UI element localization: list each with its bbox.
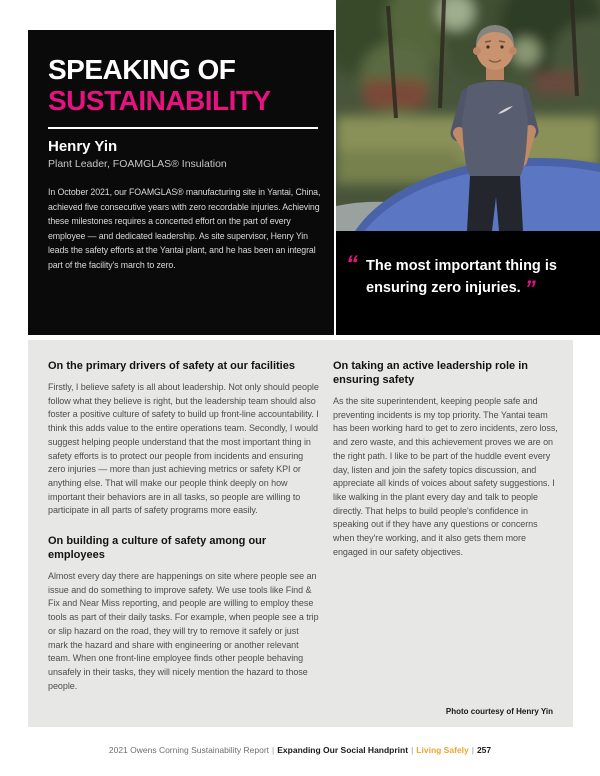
pull-quote [336, 231, 600, 335]
section-body-primary-drivers: Firstly, I believe safety is all about leadership. Not only should people follow what they believe is right, but the leadership team should also foster a positive culture of safety to build up front-line accountability. I think this adds value to the entire operations team. Secondly, I would suggest helping people understand that the most important thing in safety efforts is to protect our people from incidents and ensuring zero injuries — more than just achieving metrics or safety KPI or anything else. That will make our people think deeply on how important their behaviors are in all tasks, so people are willing to participate in all parts of safety programs more easily. [48, 382, 319, 516]
header-panel [28, 30, 334, 335]
title-line-1: SPEAKING OF [48, 54, 236, 85]
footer-report-title: 2021 Owens Corning Sustainability Report [108, 745, 270, 755]
section-body-culture: Almost every day there are happenings on site where people see an issue and do something to improve safety. We use tools like Find & Fix and Near Miss reporting, and people are willing to employ these tools as part of their daily tasks. For example, when people see a trip or slip hazard on the road, they will try to remove it safely or just mark the hazard and share with engineering or another relevant team. When one front-line employee finds other people behaving unsafely in their tasks, they will nicely mention the hazard to those people. [48, 571, 319, 691]
quote-body: The most important thing is ensuring zero injuries. [366, 258, 557, 296]
footer-separator: | [411, 745, 414, 755]
photo-henry-yin-jogging [336, 0, 600, 231]
column-left [48, 359, 320, 693]
content-card [28, 340, 573, 727]
footer-separator: | [471, 745, 474, 755]
person-name: Henry Yin [48, 138, 118, 155]
section-body-leadership: As the site superintendent, keeping people safe and preventing incidents is my top priority. The Yantai team has been working hard to get to zero incidents, zero loss, and zero waste, and this achievement proves we are on the right path. I like to be part of the huddle event every day, listen and join the safety topics discussion, and appreciate all kinds of voices about safety suggestions. I like walking in the plant every day and talk to people directly. That helps to build people's confidence in speaking out if they have any questions or concerns when they're working, and it also gets them more engaged in our safety objectives. [333, 396, 558, 557]
page-title [48, 54, 318, 116]
footer-section: Expanding Our Social Handprint [277, 745, 409, 755]
photo-illustration [336, 0, 600, 231]
section-heading-culture: On building a culture of safety among our employees [48, 535, 267, 562]
section-heading-primary-drivers: On the primary drivers of safety at our facilities [48, 360, 295, 372]
column-right [333, 359, 559, 559]
pull-quote-text [366, 255, 578, 299]
close-quote-mark: ” [524, 276, 536, 301]
section-heading-leadership: On taking an active leadership role in ensuring safety [333, 360, 529, 386]
page-footer [0, 745, 600, 755]
footer-subsection: Living Safely [416, 745, 469, 755]
intro-paragraph: In October 2021, our FOAMGLAS® manufacturing site in Yantai, China, achieved five consecutive years with zero recordable injuries. Achieving these milestones requires a concerted effort on the part of every employee — and dedicated leadership. As site supervisor, Henry Yin leads the safety efforts at the Yantai plant, and he has been an integral part of the facility's march to zero. [48, 187, 321, 270]
title-line-2: SUSTAINABILITY [48, 85, 271, 116]
footer-separator: | [272, 745, 275, 755]
title-divider [48, 127, 318, 129]
person-role: Plant Leader, FOAMGLAS® Insulation [48, 158, 227, 170]
photo-caption: Photo courtesy of Henry Yin [445, 707, 553, 716]
open-quote-mark: “ [346, 251, 358, 278]
footer-page-number: 257 [476, 745, 492, 755]
